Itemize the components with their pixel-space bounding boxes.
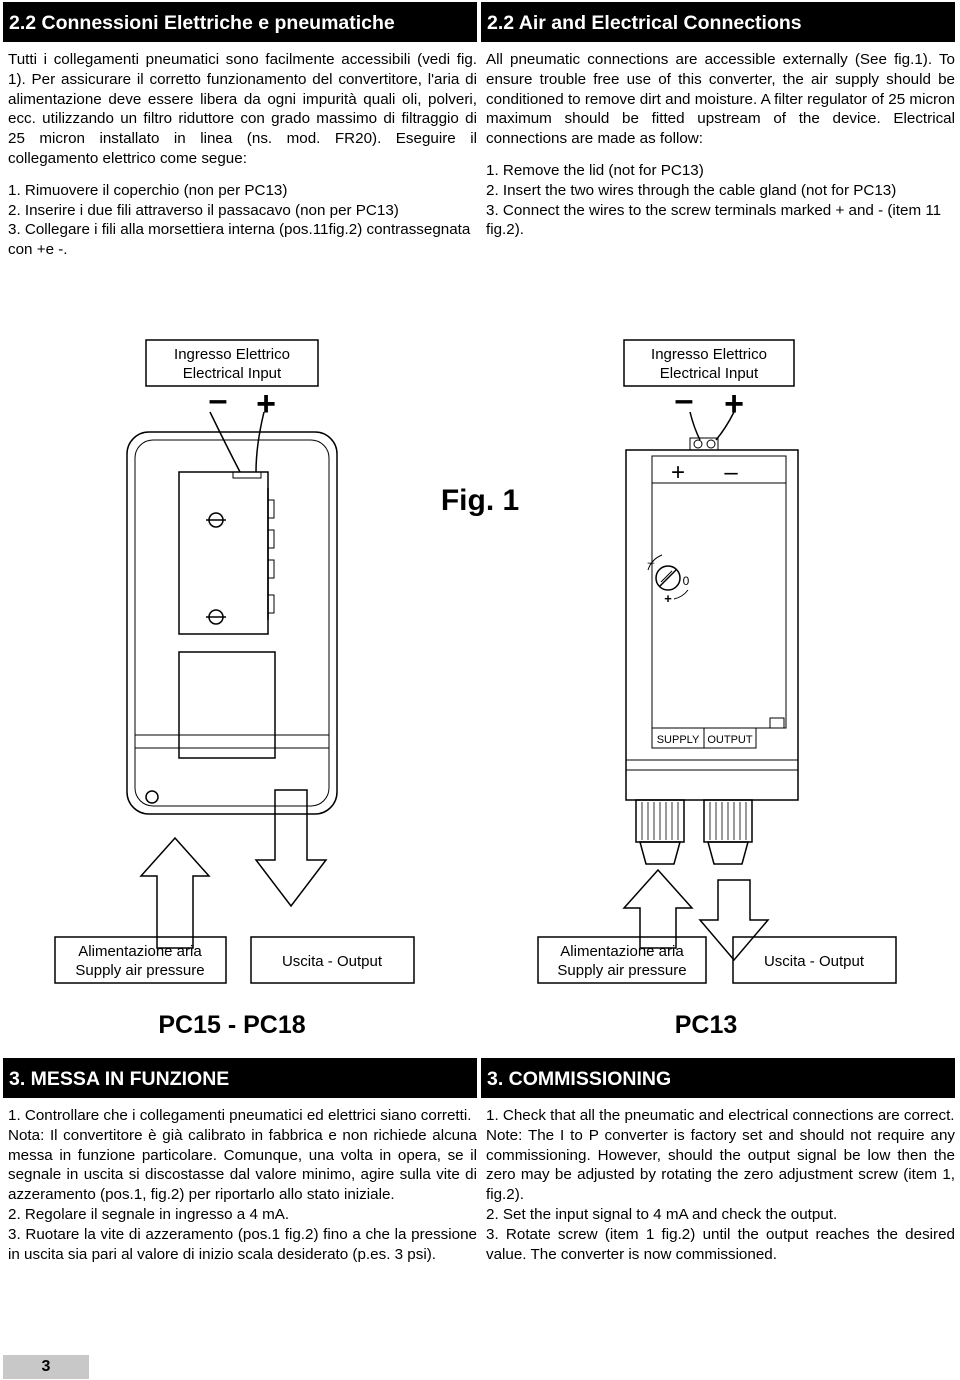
steps-list: 1. Rimuovere il coperchio (non per PC13) 2. Inserire i due fili attraverso il passacavo (non per PC13) 3. Collegare i fili alla morsettiera interna (pos.11fig.2) contrassegnata con +e -. bbox=[8, 181, 471, 259]
figure-1-diagram bbox=[0, 320, 960, 1050]
supply-label-en-right: Supply air pressure bbox=[557, 962, 687, 979]
minus-sign-right: – bbox=[674, 381, 694, 419]
minus-sign-left: – bbox=[208, 381, 228, 419]
figure-title: Fig. 1 bbox=[440, 484, 520, 517]
input-label-it-left: Ingresso Elettrico bbox=[174, 346, 290, 363]
model-label-left: PC15 - PC18 bbox=[158, 1011, 306, 1039]
input-label-en-right: Electrical Input bbox=[659, 365, 759, 382]
section-connections-it bbox=[3, 2, 477, 260]
section-commissioning-en bbox=[481, 1058, 955, 1264]
section-connections-en bbox=[481, 2, 955, 240]
section-heading: 2.2 Air and Electrical Connections bbox=[481, 2, 955, 42]
adj-minus: – bbox=[647, 555, 655, 569]
pc15-device-drawing bbox=[55, 340, 414, 983]
plus-sign-right: + bbox=[724, 385, 744, 423]
supply-label-it-right: Alimentazione aria bbox=[560, 943, 684, 960]
output-label-left: Uscita - Output bbox=[281, 953, 383, 970]
section-body: Tutti i collegamenti pneumatici sono facilmente accessibili (vedi fig. 1). Per assicurare il corretto funzionamento del convertitore, l'aria di alimentazione deve essere libera da ogni impurità quali oli, polveri, ecc. utilizzando un filtro riduttore con grado massimo di filtraggio di 25 micron installato in linea (ns. mod. FR20). Eseguire il collegamento elettrico come segue: bbox=[8, 51, 477, 167]
section-body: 1. Check that all the pneumatic and electrical connections are correct. Note: The I to P converter is factory set and should not require any commissioning. However, should the output signal be low then the zero may be adjusted by rotating the zero adjustment screw (item 1, fig.2). 2. Set the input signal to 4 mA and check the output. 3. Rotate screw (item 1 fig.2) until the output reaches the desired value. The converter is now commissioned. bbox=[486, 1107, 955, 1263]
section-heading: 3. MESSA IN FUNZIONE bbox=[3, 1058, 477, 1098]
section-commissioning-it bbox=[3, 1058, 477, 1264]
housing-minus: – bbox=[724, 459, 738, 486]
model-label-right: PC13 bbox=[674, 1011, 738, 1039]
input-label-it-right: Ingresso Elettrico bbox=[651, 346, 767, 363]
section-heading: 2.2 Connessioni Elettriche e pneumatiche bbox=[3, 2, 477, 42]
pc13-device-drawing bbox=[538, 340, 896, 983]
section-body: All pneumatic connections are accessible externally (See fig.1). To ensure trouble free use of this converter, the air supply should be conditioned to remove dirt and moisture. A filter regulator of 25 micron maximum should be fitted upstream of the device. Electrical connections are made as follow: bbox=[486, 51, 955, 148]
input-label-en-left: Electrical Input bbox=[182, 365, 282, 382]
output-label-right: Uscita - Output bbox=[763, 953, 865, 970]
port-output-label: OUTPUT bbox=[707, 734, 753, 746]
section-body: 1. Controllare che i collegamenti pneumatici ed elettrici siano corretti. Nota: Il convertitore è già calibrato in fabbrica e non richiede alcuna messa in funzione particolare. Comunque, una volta in opera, se il segnale in uscita si discostasse dal valore minimo, agire sulla vite di azzeramento (pos.1, fig.2) per riportarlo allo stato iniziale. 2. Regolare il segnale in ingresso a 4 mA. 3. Ruotare la vite di azzeramento (pos.1 fig.2) fino a che la pressione in uscita sia pari al valore di inizio scala desiderato (p.es. 3 psi). bbox=[8, 1107, 477, 1263]
housing-plus: + bbox=[670, 459, 686, 486]
zero-mark: 0 bbox=[682, 574, 690, 588]
page-number: 3 bbox=[3, 1355, 89, 1379]
steps-list: 1. Remove the lid (not for PC13) 2. Insert the two wires through the cable gland (not for PC13) 3. Connect the wires to the screw terminals marked + and - (item 11 fig.2). bbox=[486, 161, 942, 239]
adj-plus: + bbox=[664, 591, 672, 606]
supply-label-it-left: Alimentazione aria bbox=[78, 943, 202, 960]
supply-label-en-left: Supply air pressure bbox=[75, 962, 205, 979]
plus-sign-left: + bbox=[256, 385, 276, 423]
section-heading: 3. COMMISSIONING bbox=[481, 1058, 955, 1098]
port-supply-label: SUPPLY bbox=[656, 734, 700, 746]
